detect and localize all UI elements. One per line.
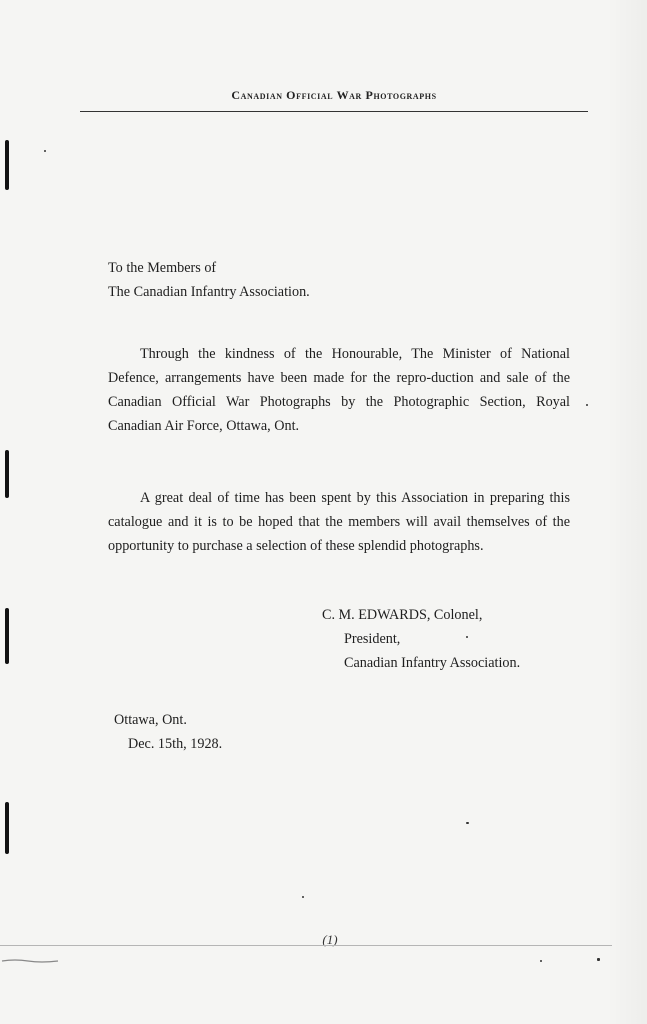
salutation-line: The Canadian Infantry Association.	[108, 284, 310, 300]
body-paragraph: A great deal of time has been spent by this Association in preparing this catalogue and it is to be hoped that the members will avail themselves of the opportunity to purchase a selection of these splendid photographs.	[108, 490, 570, 554]
signatory-name: C. M. EDWARDS, Colonel,	[322, 607, 483, 623]
paper-speck	[540, 960, 542, 962]
dateline-place: Ottawa, Ont.	[114, 712, 187, 728]
paper-speck	[302, 896, 304, 898]
paper-speck	[597, 958, 600, 961]
paper-speck	[466, 822, 469, 824]
salutation	[108, 256, 548, 304]
body-paragraph: Through the kindness of the Honourable, The Minister of National Defence, arrangements have been made for the repro-duction and sale of the Canadian Official War Photographs by the Photographic Section, Royal Canadian Air Force, Ottawa, Ont.	[108, 346, 570, 434]
footer-rule	[0, 945, 612, 946]
paper-speck	[586, 404, 588, 406]
page-number: (1)	[322, 932, 338, 947]
binding-mark	[5, 608, 9, 664]
dateline-date: Dec. 15th, 1928.	[128, 736, 223, 752]
header-rule	[80, 111, 588, 112]
signature-block	[322, 603, 582, 675]
scuff-mark	[0, 958, 60, 964]
salutation-line: To the Members of	[108, 260, 217, 276]
binding-mark	[5, 140, 9, 190]
signatory-organization: Canadian Infantry Association.	[344, 655, 521, 671]
running-header: Canadian Official War Photographs	[231, 88, 437, 102]
binding-mark	[5, 802, 9, 854]
dateline	[114, 708, 414, 756]
signatory-title: President,	[344, 631, 401, 647]
paper-speck	[44, 150, 46, 152]
page-edge-shadow	[607, 0, 647, 1024]
binding-mark	[5, 450, 9, 498]
